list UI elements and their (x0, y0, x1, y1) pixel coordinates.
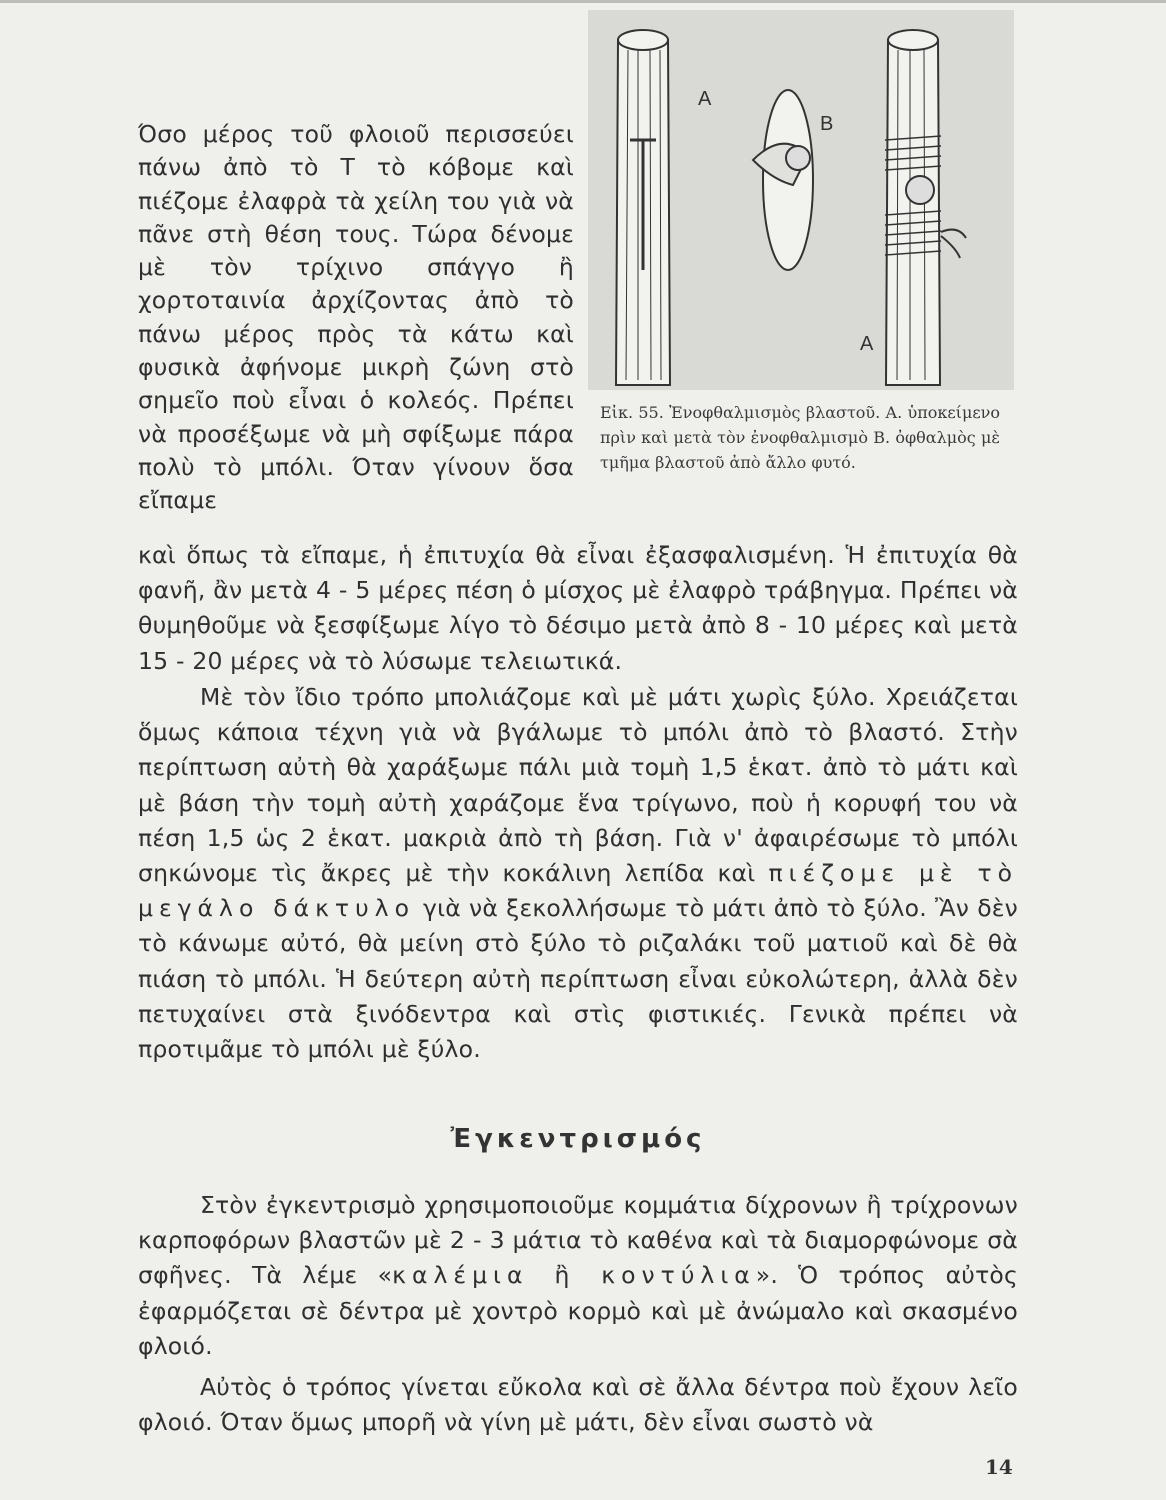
paragraph-2-text (138, 680, 1018, 1067)
stem-tied-drawing (885, 30, 966, 385)
paragraph-4-text: Αὐτὸς ὁ τρόπος γίνεται εὔκολα καὶ σὲ ἄλλα δέντρα ποὺ ἔχουν λεῖο φλοιό. Όταν ὅμως μπορῆ νὰ γίνη μὲ μάτι, δὲν εἶναι σωστὸ νὰ (138, 1373, 1018, 1437)
stem-a-drawing (616, 30, 670, 385)
bud-b-drawing (753, 90, 813, 270)
paragraph-3-part-b: ». Ὁ τρόπος αὐτὸς ἐφαρμόζεται σὲ δέντρα μὲ χοντρὸ κορμὸ καὶ μὲ ἀνώμαλο καὶ σκασμένο φλοιό. (138, 1261, 1018, 1360)
section-heading: Ἐγκεντρισμός (450, 1124, 706, 1154)
top-rule (0, 0, 1166, 3)
paragraph-4 (138, 1370, 1018, 1440)
paragraph-3-part-a: Στὸν ἐγκεντρισμὸ χρησιμοποιοῦμε κομμάτια δίχρονων ἢ τρίχρονων καρποφόρων βλαστῶν μὲ 2 - 3 μάτια τὸ καθένα καὶ τὰ διαμορφώνομε σὰ σφῆνες. Τὰ λέμε « (138, 1191, 1018, 1290)
paragraph-3-spaced: καλέμια ἢ κοντύλια (392, 1261, 756, 1290)
grafting-illustration (588, 10, 1014, 390)
paragraph-2-part-b: γιὰ νὰ ξεκολλήσωμε τὸ μάτι ἀπὸ τὸ ξύλο. Ἂν δὲν τὸ κάνωμε αὐτό, θὰ μείνη στὸ ξύλο τὸ ριζαλάκι τοῦ ματιοῦ καὶ δὲ θὰ πιάση τὸ μπόλι. Ἡ δεύτερη αὐτὴ περίπτωση εἶναι εὐκολώτερη, ἀλλὰ δὲν πετυχαίνει στὰ ξινόδεντρα καὶ στὶς φιστικιές. Γενικὰ πρέπει νὰ προτιμᾶμε τὸ μπόλι μὲ ξύλο. (138, 894, 1018, 1064)
caption-text: Εἰκ. 55. Ἐνοφθαλμισμὸς βλαστοῦ. Α. ὑποκείμενο πρὶν καὶ μετὰ τὸν ἐνοφθαλμισμὸ Β. ὀφθαλμὸς μὲ τμῆμα βλαστοῦ ἀπὸ ἄλλο φυτό. (600, 403, 1000, 472)
paragraph-3 (138, 1188, 1018, 1364)
figure-label-a-bottom: A (860, 333, 874, 355)
figure-illustration (588, 10, 1014, 390)
column-paragraph (138, 118, 574, 518)
paragraph-1-text: καὶ ὅπως τὰ εἴπαμε, ἡ ἐπιτυχία θὰ εἶναι ἐξασφαλισμένη. Ἡ ἐπιτυχία θὰ φανῆ, ἂν μετὰ 4 - 5 μέρες πέση ὁ μίσχος μὲ ἐλαφρὸ τράβηγμα. Πρέπει νὰ θυμηθοῦμε νὰ ξεσφίξωμε λίγο τὸ δέσιμο μετὰ ἀπὸ 8 - 10 μέρες καὶ μετὰ 15 - 20 μέρες νὰ τὸ λύσωμε τελειωτικά. (138, 541, 1018, 675)
page-number: 14 (985, 1455, 1013, 1479)
figure-label-b: B (820, 113, 834, 135)
figure-caption (600, 400, 1000, 475)
paragraph-2-part-a: Μὲ τὸν ἴδιο τρόπο μπολιάζομε καὶ μὲ μάτι χωρὶς ξύλο. Χρειάζεται ὅμως κάποια τέχνη γιὰ νὰ βγάλωμε τὸ μπόλι ἀπὸ τὸ βλαστό. Στὴν περίπτωση αὐτὴ θὰ χαράξωμε πάλι μιὰ τομὴ 1,5 ἑκατ. ἀπὸ τὸ μάτι καὶ μὲ βάση τὴν τομὴ αὐτὴ χαράζομε ἕνα τρίγωνο, ποὺ ἡ κορυφή του νὰ πέση 1,5 ὡς 2 ἑκατ. μακριὰ ἀπὸ τὴ βάση. Γιὰ ν' ἀφαιρέσωμε τὸ μπόλι σηκώνομε τὶς ἄκρες μὲ τὴν κοκάλινη λεπίδα καὶ (138, 683, 1018, 888)
paragraph-3-text (138, 1188, 1018, 1364)
paragraph-1 (138, 538, 1018, 679)
paragraph-2-spaced: πιέζομε μὲ τὸ μεγάλο δάκτυλο (138, 859, 1018, 923)
column-paragraph-text: Όσο μέρος τοῦ φλοιοῦ περισσεύει πάνω ἀπὸ τὸ Τ τὸ κόβομε καὶ πιέζομε ἐλαφρὰ τὰ χείλη του γιὰ νὰ πᾶνε στὴ θέση τους. Τώρα δένομε μὲ τὸν τρίχινο σπάγγο ἢ χορτοταινία ἀρχίζοντας ἀπὸ τὸ πάνω μέρος πρὸς τὰ κάτω καὶ φυσικὰ ἀφήνομε μικρὴ ζώνη στὸ σημεῖο ποὺ εἶναι ὁ κολεός. Πρέπει νὰ προσέξωμε νὰ μὴ σφίξωμε πάρα πολὺ τὸ μπόλι. Όταν γίνουν ὅσα εἴπαμε (138, 120, 574, 515)
paragraph-2 (138, 680, 1018, 1067)
figure-label-a-top: A (698, 88, 712, 110)
